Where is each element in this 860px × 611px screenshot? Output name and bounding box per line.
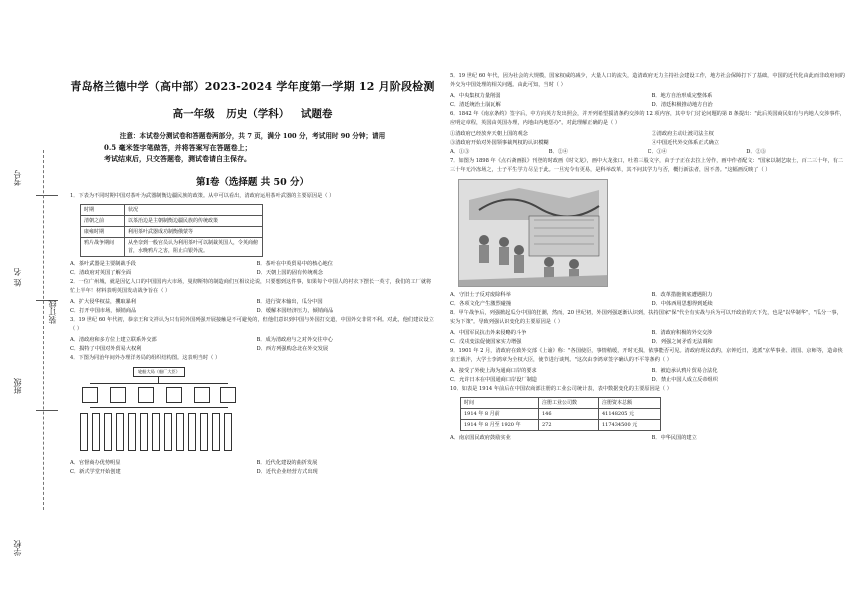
option-c[interactable]: C．各项文化产生激烈碰撞 [450,301,512,307]
table-cell: 1914 年 8 月至 1920 年 [461,420,539,431]
option-d[interactable]: D．清廷积极推动地方自治 [651,102,713,108]
option-b[interactable]: B．清政府积极的外交交涉 [651,330,713,336]
question-7-stem: 7．如图为 1898 年《点石斋画报》刊登的时政画《时文龙》，画中大龙张口，吐着三股文字，由于子正在去拉上劳作，画中作者配文："国家以制艺取士，百二三十年，有二三十年无冷冻场之，士子平生学力尽呈于此。一旦宪令有更易，是科举改革，其不问其学力与否，概行新法者，因不善。"这幅画反映了（ ） [450,158,844,173]
option-a[interactable]: A．中央集权力量削弱 [450,93,501,99]
table-cell: 以茶治边是主朝制衡边疆民族的传统政策 [125,216,263,227]
margin-label-kaohao: 考号 [13,170,22,186]
option-c[interactable]: C．损特了中国对外贸易大权利 [70,346,142,352]
question-9-options [450,367,845,385]
table-cell: 时间 [461,398,539,409]
table-cell: 272 [539,420,599,431]
option-a[interactable]: A．扩大侵华权益，攫取暴利 [70,299,136,305]
margin-label-binding: 装订线 [48,300,57,324]
question-3-options [70,336,435,354]
question-4-stem: 4．下图为同治年间外办理洋务局的组织结构图。这表明当时（ ） [70,355,221,361]
table-cell: 鸦片战争期间 [81,238,125,257]
question-5-stem: 5．19 世纪 60 年代，因为社会的大规模，国家权威的减少，大量人口的流失，造清政府无力主持社会建设工作，地方社会保障打下了基础，中国的近代化由此而非政府间的外交为中国处理的相关问题。由此可知，当时（ ） [450,73,845,88]
option-d[interactable]: D．列强之间矛盾无法调和 [651,339,713,345]
option-b[interactable]: B．改革措施彻底遭遇阻力 [651,292,713,298]
option-a[interactable]: A．①③ [450,149,470,155]
dragon-cartoon-image [458,179,608,287]
option-b[interactable]: B．②④ [548,149,569,155]
question-4-options [70,459,435,477]
table-cell: 41148205 元 [599,409,661,420]
option-b[interactable]: B．地方自治形成完整体系 [651,93,713,99]
table-cell: 利用茶叶武器成功制衡俄蒙等 [125,227,263,238]
binding-dashed-line [43,150,44,510]
question-8-stem: 8．甲午战争后，列强掀起瓜分中国的狂潮，然而，20 世纪初，外国列强逐渐认识到，扶持国家"保"代全有实战与兵为可以开政治的天下先，也是"以华制华"，"瓜分一事，实为下策"。导致列强认识变化的主要原因是（ ） [450,310,842,325]
left-column [70,62,435,477]
question-10-stem: 10．如表是 1914 年前后在中国农商部注册的工业公司统计表，表中数据变化的主要原因是（ ） [450,386,672,392]
question-6-stem: 6．1842 年《南京条约》签字后，中方向英方发出照会，并开列希望援清条约交涉的 12 项内容，其中专门讨论问题的第 8 条提出："此后英国商民如有与内地人交涉事件，应明定章程，英国由英国办理，内地由内地惩办"。对此理解正确的是（ ） [450,111,845,126]
question-7-options [450,291,845,309]
table-cell: 从坐奈到一般官员认为利用茶叶可以制裁英国人，令英商俯首，水晚鸦片之害，阻止白银外流。 [125,238,263,257]
option-c[interactable]: C．打开中国市场，倾销商品 [70,308,137,314]
option-a[interactable]: A．官督商办优势明显 [70,460,121,466]
notice-line-2: 0.5 毫米签字笔做答，并将答案写在答题卷上； [104,143,252,152]
question-6-options [450,148,845,157]
org-chart-diagram [78,367,238,455]
binding-margin [0,0,70,611]
notice-line-1: 注意：本试卷分测试卷和答题卷两部分，共 7 页，满分 100 分，考试用时 90 分钟；请用 [119,132,386,140]
option-b[interactable]: B．中华民国的建立 [651,435,697,441]
option-d[interactable]: D．②③ [746,149,766,155]
option-b[interactable]: B．进行资本输出，瓜分中国 [256,299,323,305]
margin-label-class: 班级 [13,378,22,394]
margin-line [36,410,58,411]
org-chart-top-box: 轮船大局（船厂大臣） [133,367,185,377]
question-9-stem: 9．1901 年 2 月，清政府在致外交部《上谕》称："各国使臣，事情稍缓，开时无损，依事能否可见。清政府现议改约，京钟近日，选派"京华事业、清国、京师等，造命侠亲王载沣，大学士李鸿章为全权大臣，使节进行谈判。"这次由李鸿章签字确认的不平等条约（ ） [450,348,843,363]
table-cell: 注册资本总额 [599,398,661,409]
option-a[interactable]: A．守旧士子反对废除科举 [450,292,511,298]
table-cell: 注册工业公司数 [539,398,599,409]
table-cell: 状况 [125,205,263,216]
option-d[interactable]: D．西方列强购念北在外交发展 [256,346,329,352]
statement-4: ④中国近代外交体系正式确立 [651,140,719,146]
statement-3: ③清政府开始对外国领事裁判权的认识模糊 [450,140,549,146]
table-cell: 1914 年 8 月前 [461,409,539,420]
option-c[interactable]: C．①④ [647,149,668,155]
question-1-stem: 1．下表为不同时期中国对茶叶为武器制衡边疆民族的政策。从中可以看出，清政府运用茶叶武器的主要原因是（ ） [70,193,335,199]
option-d[interactable]: D．近代企业经营方式出现 [256,469,318,475]
option-b[interactable]: B．被迫承认鸦片贸易合法化 [651,368,718,374]
margin-label-school: 学校 [13,540,22,556]
option-b[interactable]: B．成为清政府与之对外交往中心 [256,337,333,343]
question-1-table [80,204,263,257]
option-c[interactable]: C．清廷统治土崩瓦解 [450,102,501,108]
question-2-options [70,298,435,316]
option-d[interactable]: D．缓解本国经济压力，倾销商品 [256,308,334,314]
option-c[interactable]: C．清政府对英国了解全面 [70,270,132,276]
option-d[interactable]: D．天朝上国的固有传统观念 [256,270,323,276]
table-cell: 康雍时期 [81,227,125,238]
question-3-stem: 3．19 世纪 60 年代初，恭亲王和文祥认为只有同外国列强开展接触是不可避免的，但他们意识到中国与外国打交道，中国外交非常不利。对此，他们建议设立（ ） [70,317,434,332]
option-c[interactable]: C．戊戌变法促使国家实力增强 [450,339,522,345]
question-1-options [70,260,435,278]
option-c[interactable]: C．新式学堂开始创建 [70,469,121,475]
option-a[interactable]: A．接受了外使上海为通商口岸的要求 [450,368,537,374]
statement-2: ②清政府主动让渡司法主权 [651,131,714,137]
option-b[interactable]: B．茶叶在中英贸易中的核心地位 [256,261,333,267]
table-cell: 清朝之前 [81,216,125,227]
notice-line-3: 考试结束后，只交答题卷，测试卷请自主保存。 [104,154,251,163]
option-a[interactable]: A．南京国民政府鼓励实业 [450,435,511,441]
right-column [450,72,845,443]
option-c[interactable]: C．允许日本在中国通商口岸设厂制造 [450,377,537,383]
option-a[interactable]: A．茶叶武器是主要制裁手段 [70,261,136,267]
table-cell: 117434500 元 [599,420,661,431]
table-cell: 146 [539,409,599,420]
question-8-options [450,329,845,347]
cartoon-illustration [459,180,608,287]
table-cell: 时期 [81,205,125,216]
exam-title: 青岛格兰德中学（高中部）2023-2024 学年度第一学期 12 月阶段检测 [70,80,435,93]
margin-label-name: 姓 名 [13,268,22,287]
option-a[interactable]: A．中国军民抗击外来侵略的斗争 [450,330,527,336]
option-d[interactable]: D．禁止中国人成立反帝组织 [651,377,718,383]
option-a[interactable]: A．清政府和多方位上建立联系外交部 [70,337,157,343]
question-6-items [450,130,845,148]
question-5-options [450,92,845,110]
section-heading: 第Ⅰ卷（选择题 共 50 分） [195,177,310,188]
exam-subtitle: 高一年级 历史（学科） 试题卷 [172,108,333,120]
option-b[interactable]: B．近代化建设的曲折发展 [256,460,318,466]
statement-1: ①清政府已经放弃天朝上国的观念 [450,131,528,137]
question-10-table [460,397,661,431]
margin-line [36,195,58,196]
question-10-options [450,434,845,443]
option-d[interactable]: D．中体西用思想得到延续 [651,301,713,307]
question-2-stem: 2．一位广州城，就是因亿人口的中国国内大市场，曼彻斯特的制造商们互相议论说，只要想到这件事，如果每个中国人的衬衣下摆长一英寸，我们的工厂就将忙上半年！材料表明英国发动战争旨在（ ） [70,279,432,294]
